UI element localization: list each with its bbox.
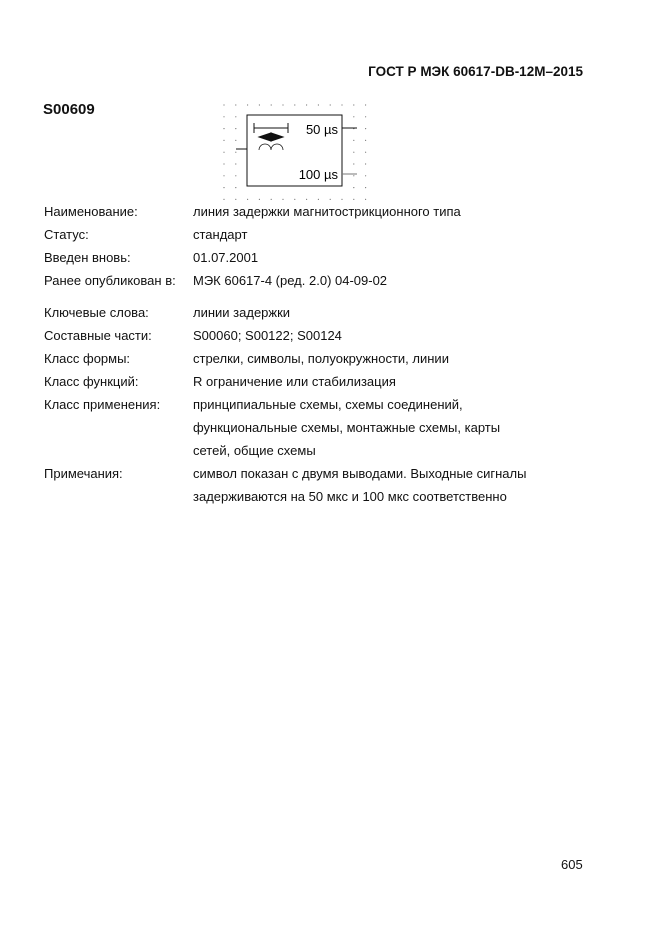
grid-dot — [223, 152, 224, 153]
grid-dot — [294, 199, 295, 200]
field-value: функциональные схемы, монтажные схемы, карты — [193, 420, 501, 435]
grid-dot — [223, 163, 224, 164]
page-number: 605 — [561, 857, 583, 872]
grid-dot — [235, 163, 236, 164]
delay-arrow-icon — [254, 123, 288, 141]
grid-dot — [341, 104, 342, 105]
field-value: МЭК 60617-4 (ред. 2.0) 04-09-02 — [193, 273, 388, 288]
grid-dot — [330, 104, 331, 105]
field-label: Класс функций: — [44, 374, 139, 389]
field-value: принципиальные схемы, схемы соединений, — [193, 397, 463, 412]
grid-dot — [365, 116, 366, 117]
grid-dot — [235, 128, 236, 129]
grid-dot — [235, 152, 236, 153]
grid-dot — [318, 104, 319, 105]
grid-dot — [353, 187, 354, 188]
grid-dot — [235, 175, 236, 176]
field-value: стрелки, символы, полуокружности, линии — [193, 351, 449, 366]
field-value: стандарт — [193, 227, 248, 242]
grid-dot — [353, 104, 354, 105]
grid-dot — [353, 163, 354, 164]
field-label: Составные части: — [44, 328, 152, 343]
grid-dot — [365, 163, 366, 164]
grid-dot — [223, 199, 224, 200]
grid-dot — [223, 140, 224, 141]
grid-dot — [353, 116, 354, 117]
field-label: Статус: — [44, 227, 89, 242]
field-value: сетей, общие схемы — [193, 443, 316, 458]
grid-dot — [235, 187, 236, 188]
grid-dot — [247, 104, 248, 105]
grid-dot — [365, 152, 366, 153]
grid-dot — [235, 104, 236, 105]
grid-dot — [365, 199, 366, 200]
grid-dot — [235, 199, 236, 200]
field-label: Ранее опубликован в: — [44, 273, 176, 288]
field-label: Наименование: — [44, 204, 138, 219]
grid-dot — [353, 175, 354, 176]
grid-dot — [235, 140, 236, 141]
field-value: R ограничение или стабилизация — [193, 374, 396, 389]
grid-dot — [282, 104, 283, 105]
grid-dot — [365, 187, 366, 188]
grid-dot — [259, 199, 260, 200]
grid-dot — [306, 199, 307, 200]
grid-dot — [341, 199, 342, 200]
grid-dot — [353, 140, 354, 141]
grid-dot — [365, 128, 366, 129]
symbol-code: S00609 — [43, 101, 95, 118]
semicircles-icon — [259, 144, 283, 150]
grid-dot — [294, 104, 295, 105]
grid-dot — [282, 199, 283, 200]
grid-dot — [365, 140, 366, 141]
field-value: задерживаются на 50 мкс и 100 мкс соответственно — [193, 489, 507, 504]
grid-dot — [259, 104, 260, 105]
output-50-label: 50 µs — [305, 122, 338, 137]
delay-line-symbol — [215, 95, 375, 200]
field-label: Класс применения: — [44, 397, 161, 412]
grid-dot — [235, 116, 236, 117]
field-label: Ключевые слова: — [44, 305, 149, 320]
grid-dot — [365, 104, 366, 105]
grid-dot — [271, 199, 272, 200]
grid-dot — [223, 104, 224, 105]
field-value: линии задержки — [193, 305, 291, 320]
grid-dot — [223, 187, 224, 188]
field-value: 01.07.2001 — [193, 250, 259, 265]
grid-dot — [318, 199, 319, 200]
grid-dot — [365, 175, 366, 176]
field-label: Введен вновь: — [44, 250, 131, 265]
grid-dot — [223, 128, 224, 129]
grid-dot — [306, 104, 307, 105]
grid-dot — [353, 199, 354, 200]
grid-dot — [223, 116, 224, 117]
field-label: Класс формы: — [44, 351, 131, 366]
field-label: Примечания: — [44, 466, 123, 481]
grid-dot — [247, 199, 248, 200]
grid-dot — [330, 199, 331, 200]
field-value: S00060; S00122; S00124 — [193, 328, 342, 343]
standard-header: ГОСТ Р МЭК 60617-DB-12M–2015 — [368, 64, 583, 79]
field-value: линия задержки магнитострикционного типа — [193, 204, 461, 219]
output-100-label: 100 µs — [298, 167, 338, 182]
field-value: символ показан с двумя выводами. Выходные сигналы — [193, 466, 527, 481]
grid-dot — [353, 152, 354, 153]
grid-dot — [271, 104, 272, 105]
grid-dot — [223, 175, 224, 176]
